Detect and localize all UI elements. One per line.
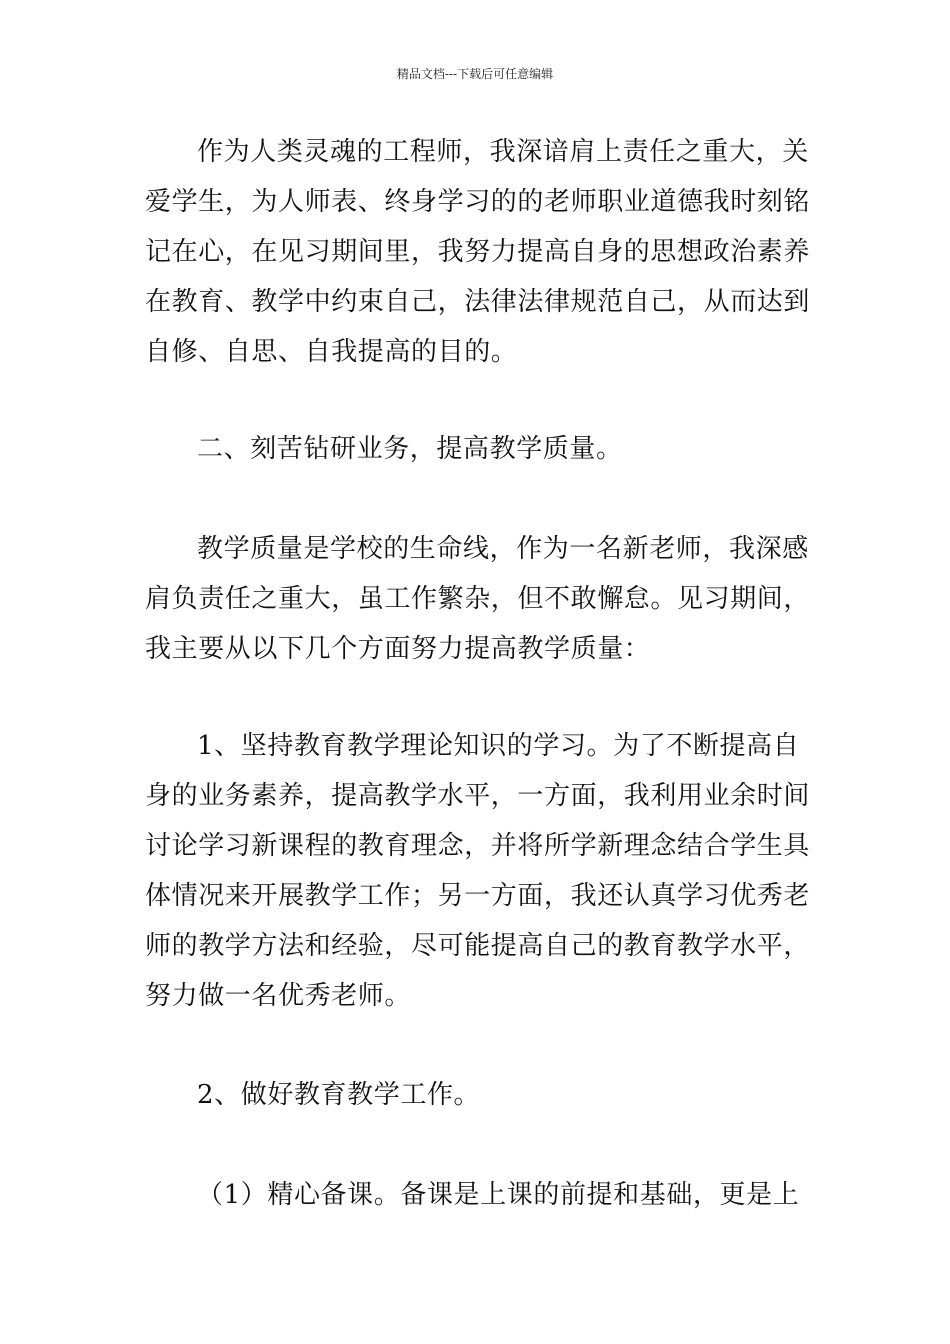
- paragraph-teacher-ethics: 作为人类灵魂的工程师，我深谙肩上责任之重大，关爱学生，为人师表、终身学习的的老师职业道德我时刻铭记在心，在见习期间里，我努力提高自身的思想政治素养在教育、教学中约束自己，法律法律规范自己，从而达到自修、自思、自我提高的目的。: [145, 137, 811, 367]
- paragraph-theory-study: 1、坚持教育教学理论知识的学习。为了不断提高自身的业务素养，提高教学水平，一方面，我利用业余时间讨论学习新课程的教育理念，并将所学新理念结合学生具体情况来开展教学工作；另一方面，我还认真学习优秀老师的教学方法和经验，尽可能提高自己的教育教学水平，努力做一名优秀老师。: [145, 731, 811, 1011]
- section-heading-2: 二、刻苦钻研业务，提高教学质量。: [197, 434, 623, 464]
- paragraph-teaching-work: 2、做好教育教学工作。: [197, 1080, 481, 1110]
- paragraph-teaching-quality: 教学质量是学校的生命线，作为一名新老师，我深感肩负责任之重大，虽工作繁杂，但不敢懈怠。见习期间，我主要从以下几个方面努力提高教学质量：: [145, 534, 811, 664]
- paragraph-lesson-prep: （1）精心备课。备课是上课的前提和基础，更是上: [197, 1180, 800, 1210]
- page-header: 精品文档---下载后可任意编辑: [396, 67, 554, 81]
